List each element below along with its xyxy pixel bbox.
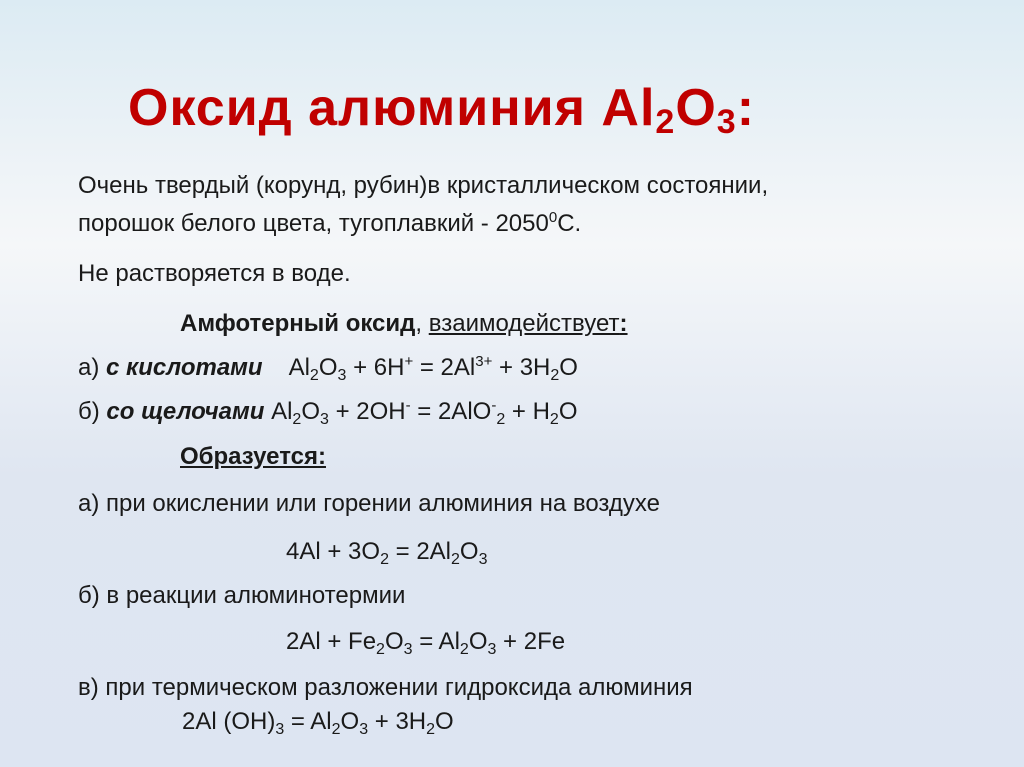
method-b-text: б) в реакции алюминотермии [78,582,406,609]
method-a-text: а) при окислении или горении алюминия на воздухе [78,490,660,517]
alkali-reaction: б) со щелочами $Al_2O_3 + 2OH^- = 2AlO^-_2 + H_2O$ [78,397,578,428]
formation-heading: Образуется: [180,443,326,470]
method-c-equation: 2Al $(OH)_3 = Al_2O_3 + 3H_2O$ [182,708,454,738]
amphoteric-heading: Амфотерный оксид, взаимодействует: [180,310,628,337]
method-a-equation: $4Al + 3O_2 = 2Al_2O_3$ [286,538,488,568]
property-line-2: порошок белого цвета, тугоплавкий - 2050$^0$С. [78,209,582,237]
property-line-3: Не растворяется в воде. [78,260,351,287]
acid-reaction: а) с кислотами $Al_2O_3 + 6H^+ = 2Al^{3+} + 3H_2O$ [78,353,578,384]
method-b-equation: $2Al + Fe_2O_3 = Al_2O_3 + 2Fe$ [286,628,566,658]
slide-title: Оксид алюминия $Al_2O_3$: [128,79,756,141]
method-c-text: в) при термическом разложении гидроксида алюминия [78,674,693,701]
property-line-1: Очень твердый (корунд, рубин)в кристаллическом состоянии, [78,172,769,199]
